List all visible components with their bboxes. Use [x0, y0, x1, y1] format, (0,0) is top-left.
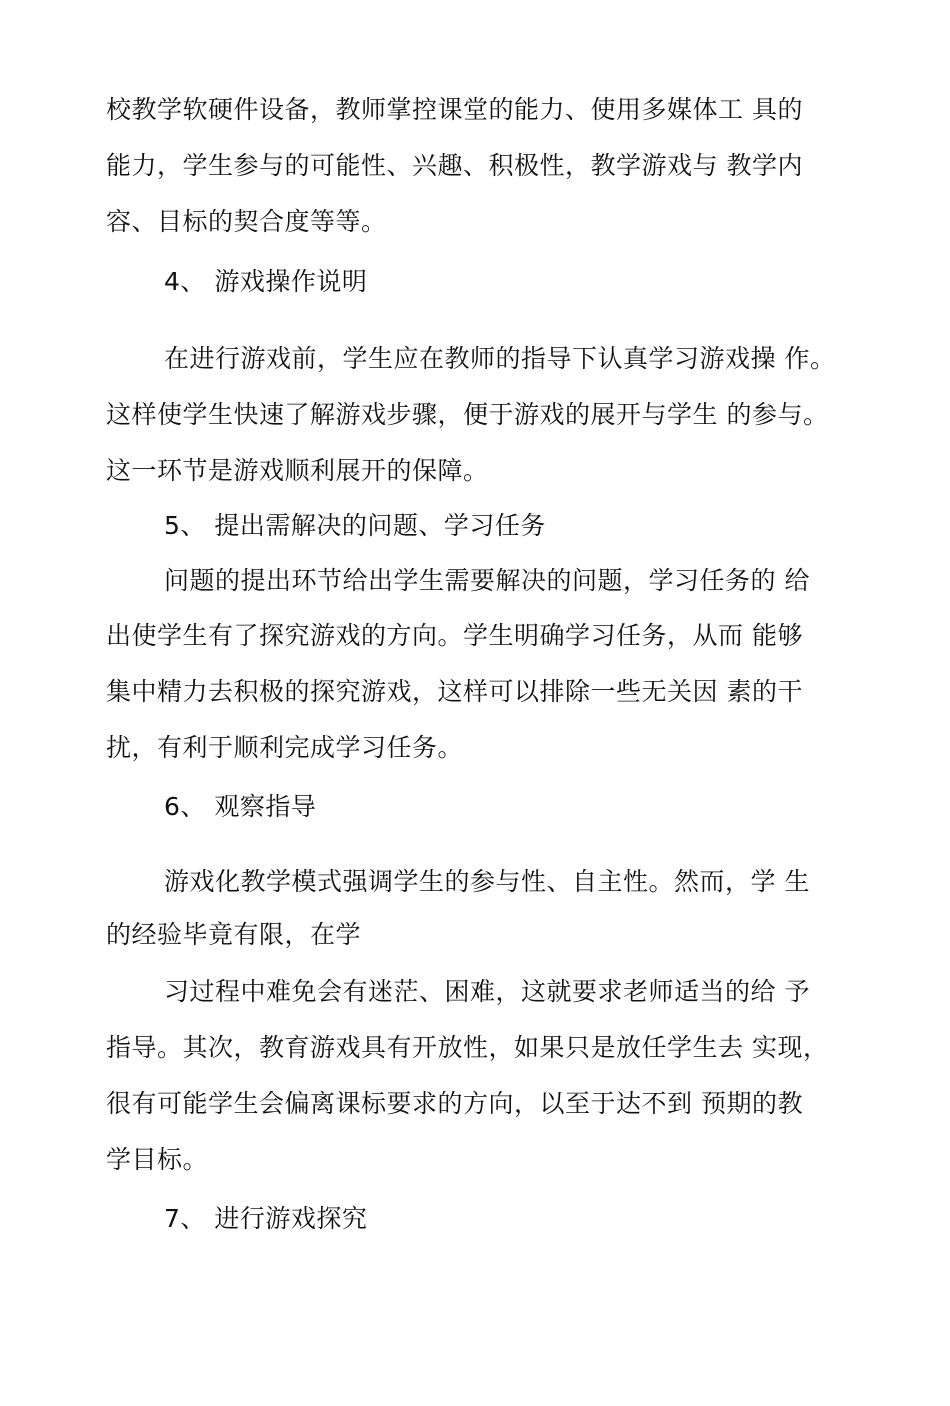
paragraph-line: 集中精力去积极的探究游戏，这样可以排除一些无关因 素的干 — [106, 677, 803, 706]
paragraph-line: 校教学软硬件设备，教师掌控课堂的能力、使用多媒体工 具的 — [106, 95, 803, 124]
section-heading-4: 4、 游戏操作说明 — [164, 267, 368, 296]
section-heading-5: 5、 提出需解决的问题、学习任务 — [164, 511, 546, 540]
paragraph-line: 学目标。 — [106, 1145, 209, 1174]
paragraph-line: 能力，学生参与的可能性、兴趣、积极性，教学游戏与 教学内 — [106, 151, 803, 180]
paragraph-line: 的经验毕竟有限，在学 — [106, 920, 362, 949]
paragraph-line: 容、目标的契合度等等。 — [106, 207, 387, 236]
paragraph-line: 出使学生有了探究游戏的方向。学生明确学习任务，从而 能够 — [106, 621, 803, 650]
paragraph-line: 在进行游戏前，学生应在教师的指导下认真学习游戏操 作。 — [164, 344, 836, 373]
paragraph-line: 这一环节是游戏顺利展开的保障。 — [106, 456, 489, 485]
paragraph-line: 习过程中难免会有迷茫、困难，这就要求老师适当的给 予 — [164, 977, 810, 1006]
paragraph-line: 很有可能学生会偏离课标要求的方向，以至于达不到 预期的教 — [106, 1089, 803, 1118]
paragraph-line: 问题的提出环节给出学生需要解决的问题，学习任务的 给 — [164, 566, 810, 595]
paragraph-line: 指导。其次，教育游戏具有开放性，如果只是放任学生去 实现， — [106, 1033, 829, 1062]
section-heading-6: 6、 观察指导 — [164, 792, 317, 821]
paragraph-line: 这样使学生快速了解游戏步骤，便于游戏的展开与学生 的参与。 — [106, 400, 829, 429]
section-heading-7: 7、 进行游戏探究 — [164, 1204, 368, 1233]
paragraph-line: 扰，有利于顺利完成学习任务。 — [106, 733, 464, 762]
paragraph-line: 游戏化教学模式强调学生的参与性、自主性。然而，学 生 — [164, 867, 810, 896]
